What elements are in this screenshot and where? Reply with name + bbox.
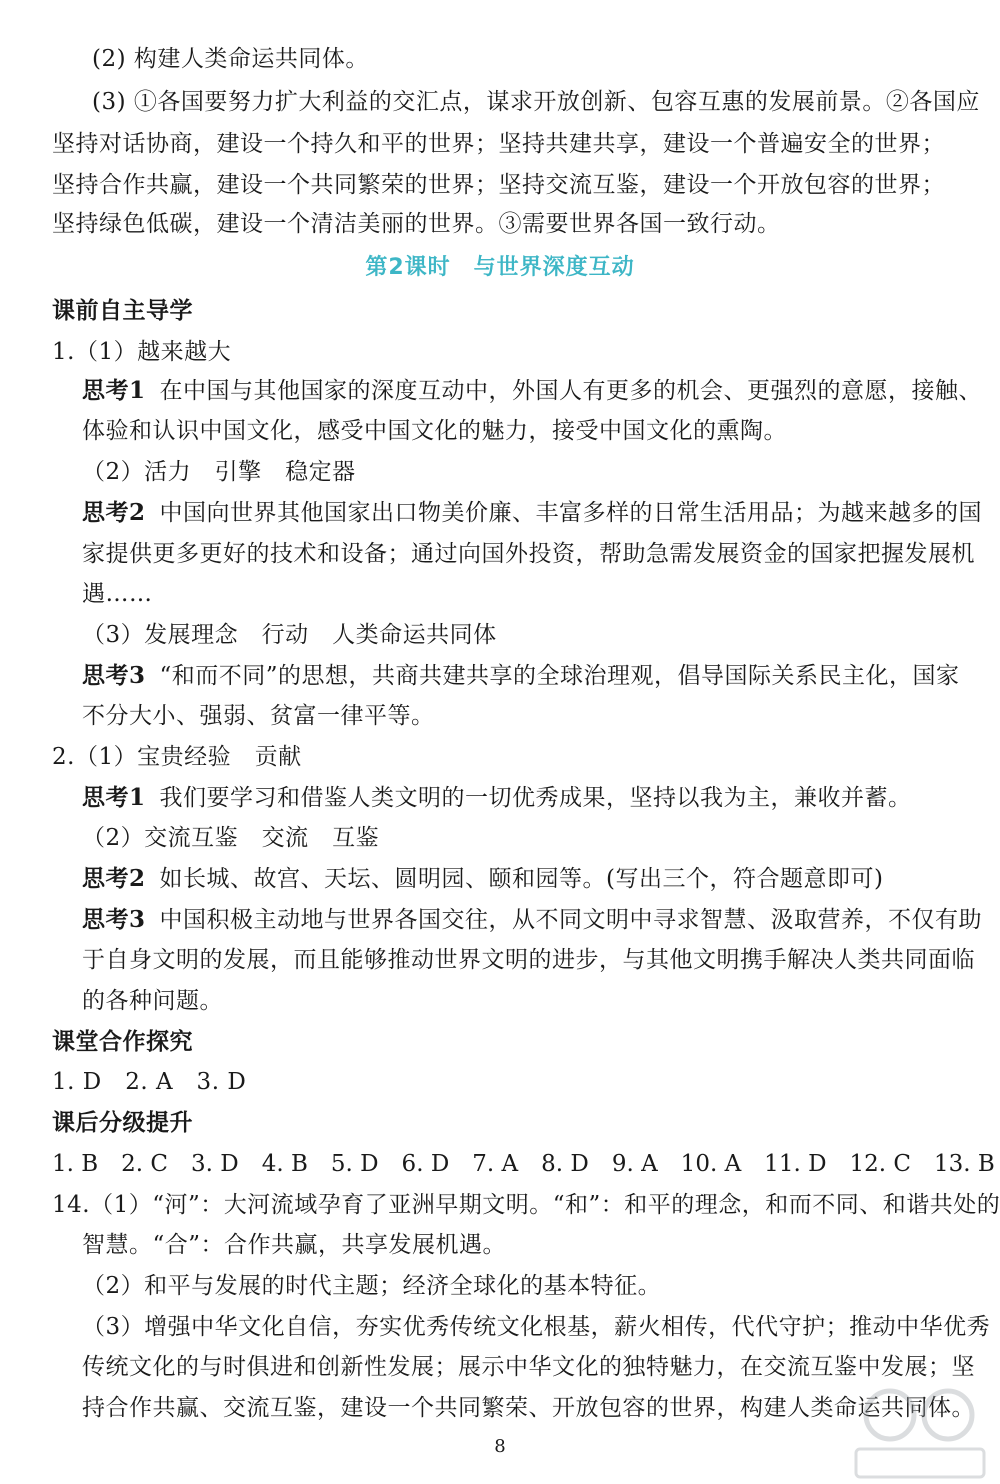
answer-line: （2）和平与发展的时代主题；经济全球化的基本特征。 xyxy=(82,1273,662,1299)
answer-line: （3）发展理念 行动 人类命运共同体 xyxy=(82,622,497,648)
thinking-line xyxy=(82,376,982,406)
answer-line: 1.（1）越来越大 xyxy=(52,339,232,365)
answer-line: 坚持绿色低碳，建设一个清洁美丽的世界。③需要世界各国一致行动。 xyxy=(52,211,781,237)
page-number: 8 xyxy=(494,1436,506,1457)
thinking-label: 思考1 xyxy=(82,784,146,811)
thinking-text: 在中国与其他国家的深度互动中，外国人有更多的机会、更强烈的意愿，接触、 xyxy=(159,378,983,404)
thinking-line xyxy=(82,905,982,935)
answer-line: 不分大小、强弱、贫富一律平等。 xyxy=(82,703,435,729)
thinking-text: “和而不同”的思想，共商共建共享的全球治理观，倡导国际关系民主化，国家 xyxy=(159,663,960,689)
answer-line: 1. D 2. A 3. D xyxy=(52,1069,247,1095)
thinking-label: 思考2 xyxy=(82,865,146,892)
lesson-title: 第2课时 与世界深度互动 xyxy=(365,255,635,280)
thinking-line xyxy=(82,498,982,528)
thinking-text: 中国积极主动地与世界各国交往，从不同文明中寻求智慧、汲取营养，不仅有助 xyxy=(159,907,983,933)
answer-line: （3）增强中华文化自信，夯实优秀传统文化根基，薪火相传，代代守护；推动中华优秀 xyxy=(82,1314,991,1340)
answer-line: 2.（1）宝贵经验 贡献 xyxy=(52,744,302,770)
section-heading: 课前自主导学 xyxy=(52,297,193,324)
answer-line: 体验和认识中国文化，感受中国文化的魅力，接受中国文化的熏陶。 xyxy=(82,418,787,444)
answer-line: 坚持合作共赢，建设一个共同繁荣的世界；坚持交流互鉴，建设一个开放包容的世界； xyxy=(52,172,945,198)
answer-line: 14.（1）“河”：大河流域孕育了亚洲早期文明。“和”：和平的理念，和而不同、和谐共处的 xyxy=(52,1192,1000,1218)
thinking-line xyxy=(82,661,960,691)
answer-line: 传统文化的与时俱进和创新性发展；展示中华文化的独特魅力，在交流互鉴中发展；坚 xyxy=(82,1354,975,1380)
thinking-label: 思考1 xyxy=(82,377,146,404)
answer-line: 持合作共赢、交流互鉴，建设一个共同繁荣、开放包容的世界，构建人类命运共同体。 xyxy=(82,1395,975,1421)
section-heading: 课堂合作探究 xyxy=(52,1028,193,1055)
answer-line: (2) 构建人类命运共同体。 xyxy=(92,46,369,72)
thinking-line xyxy=(82,864,883,894)
thinking-text: 中国向世界其他国家出口物美价廉、丰富多样的日常生活用品；为越来越多的国 xyxy=(159,500,983,526)
answer-line: 家提供更多更好的技术和设备；通过向国外投资，帮助急需发展资金的国家把握发展机 xyxy=(82,541,975,567)
answer-line: （2）活力 引擎 稳定器 xyxy=(82,459,356,485)
answer-line: 1. B 2. C 3. D 4. B 5. D 6. D 7. A 8. D 9. A 10. A 11. D 12. C 13. B xyxy=(52,1151,995,1177)
answer-line: 坚持对话协商，建设一个持久和平的世界；坚持共建共享，建设一个普遍安全的世界； xyxy=(52,131,945,157)
answer-line: 智慧。“合”：合作共赢，共享发展机遇。 xyxy=(82,1232,507,1258)
thinking-line xyxy=(82,783,912,813)
thinking-label: 思考3 xyxy=(82,662,146,689)
thinking-label: 思考3 xyxy=(82,906,146,933)
answer-line: 遇…… xyxy=(82,581,153,607)
answer-line: （2）交流互鉴 交流 互鉴 xyxy=(82,825,380,851)
thinking-label: 思考2 xyxy=(82,499,146,526)
answer-line: 的各种问题。 xyxy=(82,988,223,1014)
answer-line: (3) ①各国要努力扩大利益的交汇点，谋求开放创新、包容互惠的发展前景。②各国应 xyxy=(92,89,980,115)
watermark-logo xyxy=(850,1385,990,1480)
section-heading: 课后分级提升 xyxy=(52,1109,193,1136)
answer-line: 于自身文明的发展，而且能够推动世界文明的进步，与其他文明携手解决人类共同面临 xyxy=(82,947,975,973)
thinking-text: 如长城、故宫、天坛、圆明园、颐和园等。(写出三个，符合题意即可) xyxy=(159,866,884,892)
thinking-text: 我们要学习和借鉴人类文明的一切优秀成果，坚持以我为主，兼收并蓄。 xyxy=(159,785,912,811)
